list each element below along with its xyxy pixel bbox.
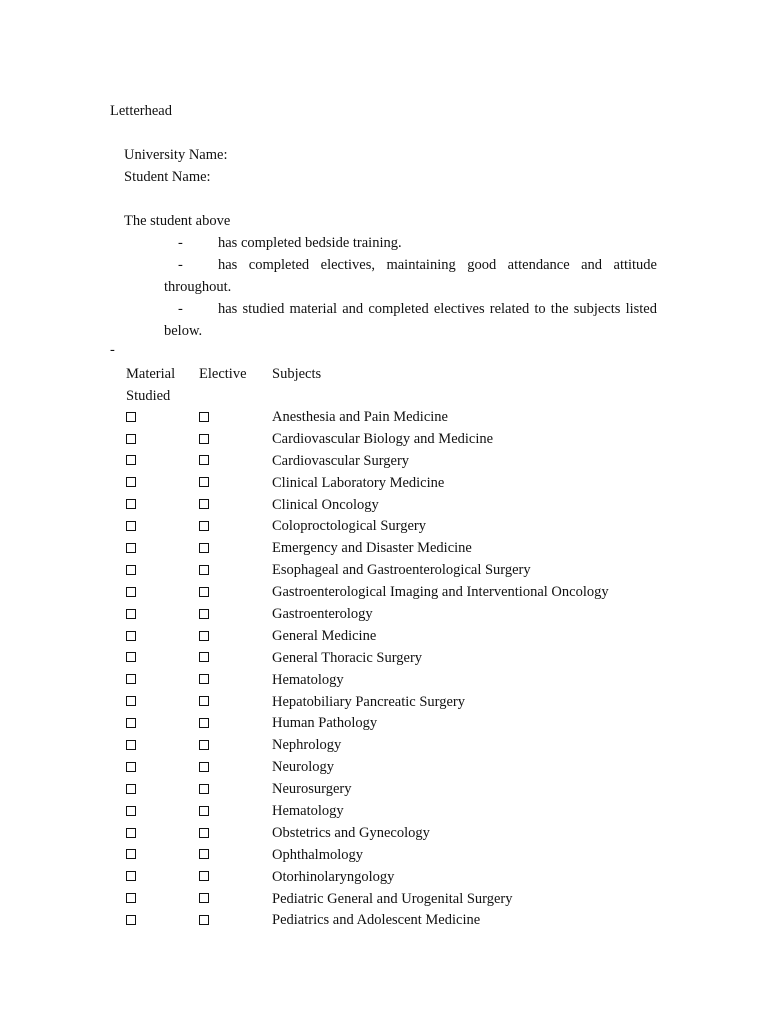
elective-checkbox[interactable] [199,784,209,794]
elective-checkbox[interactable] [199,718,209,728]
header-subjects: Subjects [272,366,322,382]
elective-cell [199,407,209,429]
material-studied-cell [126,692,196,714]
bullet-dash: - [178,235,183,251]
table-row [126,604,646,626]
material-studied-cell [126,713,196,735]
elective-checkbox[interactable] [199,455,209,465]
material-studied-cell [126,407,196,429]
material-studied-checkbox[interactable] [126,674,136,684]
elective-cell [199,648,209,670]
elective-cell [199,845,209,867]
material-studied-cell [126,670,196,692]
elective-checkbox[interactable] [199,652,209,662]
material-studied-checkbox[interactable] [126,871,136,881]
material-studied-cell [126,582,196,604]
material-studied-checkbox[interactable] [126,893,136,903]
table-row [126,560,646,582]
elective-checkbox[interactable] [199,740,209,750]
elective-cell [199,910,209,932]
elective-cell [199,735,209,757]
elective-checkbox[interactable] [199,412,209,422]
subject-name: Hepatobiliary Pancreatic Surgery [272,693,465,710]
elective-checkbox[interactable] [199,477,209,487]
bullet-dash: - [178,257,183,273]
material-studied-checkbox[interactable] [126,915,136,925]
subject-name: Hematology [272,671,344,688]
table-row [126,626,646,648]
elective-checkbox[interactable] [199,849,209,859]
elective-cell [199,757,209,779]
table-row [126,867,646,889]
subject-name: Otorhinolaryngology [272,868,395,885]
subject-name: Nephrology [272,737,342,754]
table-body [126,407,646,932]
material-studied-cell [126,801,196,823]
material-studied-checkbox[interactable] [126,609,136,619]
bullet-dash: - [178,301,183,317]
elective-checkbox[interactable] [199,609,209,619]
elective-checkbox[interactable] [199,499,209,509]
elective-cell [199,429,209,451]
table-row [126,451,646,473]
subject-name: Hematology [272,803,344,820]
bullet-text: has studied material and completed electives related to the subjects listed below. [164,301,657,339]
material-studied-cell [126,889,196,911]
material-studied-checkbox[interactable] [126,849,136,859]
table-row [126,538,646,560]
table-row [126,779,646,801]
elective-checkbox[interactable] [199,565,209,575]
table-row [126,823,646,845]
bullet-item [164,232,657,254]
material-studied-cell [126,604,196,626]
material-studied-cell [126,910,196,932]
elective-checkbox[interactable] [199,871,209,881]
elective-cell [199,823,209,845]
elective-checkbox[interactable] [199,915,209,925]
material-studied-cell [126,779,196,801]
material-studied-checkbox[interactable] [126,806,136,816]
header-material-studied: Material Studied [126,366,176,404]
material-studied-checkbox[interactable] [126,587,136,597]
bullet-text: has completed bedside training. [218,235,402,251]
material-studied-checkbox[interactable] [126,434,136,444]
elective-cell [199,713,209,735]
subject-name: Cardiovascular Surgery [272,452,410,469]
material-studied-checkbox[interactable] [126,565,136,575]
material-studied-cell [126,560,196,582]
table-header-row [126,363,646,407]
material-studied-cell [126,845,196,867]
material-studied-cell [126,867,196,889]
elective-checkbox[interactable] [199,806,209,816]
material-studied-checkbox[interactable] [126,740,136,750]
material-studied-cell [126,516,196,538]
material-studied-checkbox[interactable] [126,543,136,553]
subject-name: Gastroenterological Imaging and Interventional Oncology [272,584,609,601]
elective-cell [199,889,209,911]
bullet-item [164,254,657,298]
elective-cell [199,801,209,823]
header-elective: Elective [199,366,247,382]
table-row [126,407,646,429]
table-row [126,757,646,779]
material-studied-checkbox[interactable] [126,455,136,465]
material-studied-cell [126,451,196,473]
subject-name: Ophthalmology [272,846,364,863]
elective-cell [199,626,209,648]
subject-name: Clinical Oncology [272,496,379,513]
elective-checkbox[interactable] [199,434,209,444]
subjects-table [126,363,646,932]
table-row [126,735,646,757]
elective-checkbox[interactable] [199,674,209,684]
subject-name: Neurosurgery [272,781,352,798]
material-studied-cell [126,757,196,779]
material-studied-cell [126,495,196,517]
material-studied-cell [126,429,196,451]
elective-cell [199,604,209,626]
material-studied-cell [126,735,196,757]
elective-checkbox[interactable] [199,521,209,531]
material-studied-checkbox[interactable] [126,477,136,487]
separator-dash: - [110,342,115,358]
elective-cell [199,582,209,604]
elective-checkbox[interactable] [199,828,209,838]
subject-name: Gastroenterology [272,606,373,623]
material-studied-cell [126,538,196,560]
elective-cell [199,560,209,582]
subject-name: General Medicine [272,627,377,644]
subject-name: Emergency and Disaster Medicine [272,540,472,557]
elective-checkbox[interactable] [199,893,209,903]
material-studied-checkbox[interactable] [126,499,136,509]
subject-name: Pediatrics and Adolescent Medicine [272,912,481,929]
material-studied-cell [126,823,196,845]
table-row [126,473,646,495]
material-studied-checkbox[interactable] [126,631,136,641]
subject-name: Pediatric General and Urogenital Surgery [272,890,513,907]
material-studied-checkbox[interactable] [126,762,136,772]
material-studied-checkbox[interactable] [126,521,136,531]
table-row [126,845,646,867]
elective-checkbox[interactable] [199,696,209,706]
subject-name: Coloproctological Surgery [272,518,426,535]
table-row [126,429,646,451]
intro-text: The student above [124,213,231,229]
elective-checkbox[interactable] [199,762,209,772]
table-row [126,801,646,823]
elective-checkbox[interactable] [199,631,209,641]
subject-name: Neurology [272,759,335,776]
bullet-list [164,232,657,342]
material-studied-checkbox[interactable] [126,696,136,706]
material-studied-checkbox[interactable] [126,652,136,662]
letterhead: Letterhead [110,103,172,119]
material-studied-checkbox[interactable] [126,718,136,728]
university-name-label: University Name: [124,147,228,163]
subject-name: Anesthesia and Pain Medicine [272,409,448,425]
student-name-label: Student Name: [124,169,211,185]
subject-name: Obstetrics and Gynecology [272,824,430,841]
subject-name: Clinical Laboratory Medicine [272,474,445,491]
elective-cell [199,670,209,692]
table-row [126,582,646,604]
table-row [126,495,646,517]
subject-name: Esophageal and Gastroenterological Surgery [272,562,531,579]
bullet-text: has completed electives, maintaining good attendance and attitude throughout. [164,257,657,295]
bullet-item [164,298,657,342]
table-row [126,692,646,714]
table-row [126,670,646,692]
elective-cell [199,692,209,714]
elective-cell [199,516,209,538]
elective-cell [199,473,209,495]
material-studied-cell [126,648,196,670]
material-studied-checkbox[interactable] [126,412,136,422]
material-studied-cell [126,626,196,648]
subject-name: Cardiovascular Biology and Medicine [272,430,494,447]
material-studied-cell [126,473,196,495]
elective-cell [199,867,209,889]
elective-checkbox[interactable] [199,587,209,597]
table-row [126,516,646,538]
table-row [126,910,646,932]
elective-checkbox[interactable] [199,543,209,553]
subject-name: Human Pathology [272,715,378,732]
table-row [126,648,646,670]
table-row [126,713,646,735]
table-row [126,889,646,911]
material-studied-checkbox[interactable] [126,828,136,838]
elective-cell [199,451,209,473]
elective-cell [199,495,209,517]
elective-cell [199,538,209,560]
material-studied-checkbox[interactable] [126,784,136,794]
subject-name: General Thoracic Surgery [272,649,423,666]
elective-cell [199,779,209,801]
